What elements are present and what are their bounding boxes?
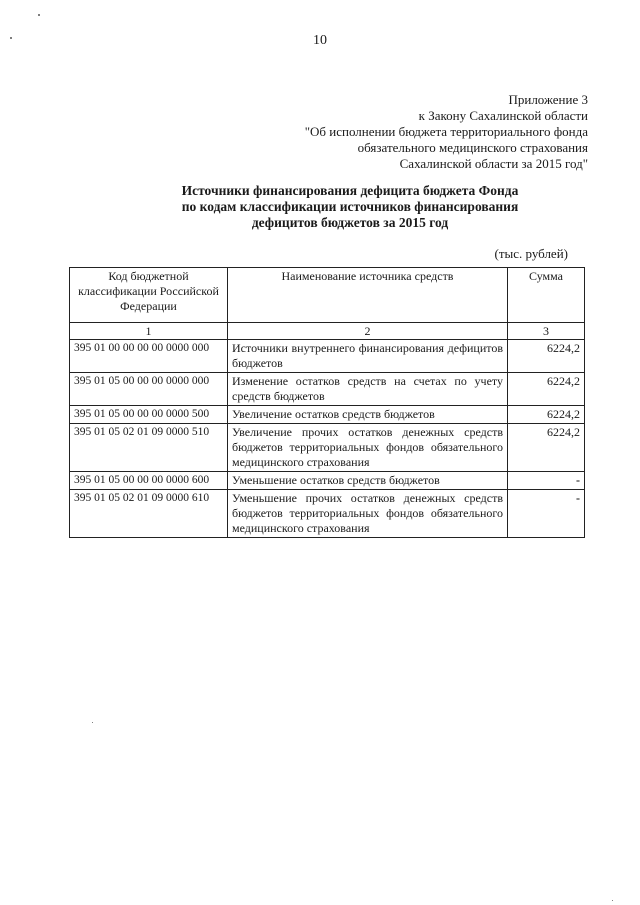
budget-sources-table <box>69 267 585 538</box>
row-sum: 6224,2 <box>508 424 585 472</box>
row-code: 395 01 05 02 01 09 0000 510 <box>70 424 228 472</box>
table-row <box>70 490 585 538</box>
table-row <box>70 340 585 373</box>
table-row <box>70 373 585 406</box>
page-number: 10 <box>313 33 327 48</box>
header-code: Код бюджетной классификации Российской Федерации <box>70 268 228 323</box>
table-row <box>70 472 585 490</box>
title-line: дефицитов бюджетов за 2015 год <box>251 215 449 230</box>
row-name: Уменьшение прочих остатков денежных средств бюджетов территориальных фондов обязательного медицинского страхования <box>228 490 508 538</box>
row-name: Изменение остатков средств на счетах по учету средств бюджетов <box>228 373 508 406</box>
header-name: Наименование источника средств <box>228 268 508 323</box>
row-code: 395 01 05 00 00 00 0000 600 <box>70 472 228 490</box>
row-name: Увеличение остатков средств бюджетов <box>228 406 508 424</box>
appendix-line: "Об исполнении бюджета территориального фонда <box>304 124 588 139</box>
document-title <box>60 183 640 231</box>
row-sum: 6224,2 <box>508 340 585 373</box>
row-sum: 6224,2 <box>508 373 585 406</box>
row-code: 395 01 00 00 00 00 0000 000 <box>70 340 228 373</box>
row-code: 395 01 05 00 00 00 0000 000 <box>70 373 228 406</box>
appendix-line: Приложение 3 <box>508 92 588 107</box>
column-number: 3 <box>508 323 585 340</box>
row-sum: - <box>508 490 585 538</box>
title-line: по кодам классификации источников финансирования <box>181 199 519 214</box>
table-header-row <box>70 268 585 323</box>
appendix-header <box>305 92 588 172</box>
row-sum: - <box>508 472 585 490</box>
row-name: Источники внутреннего финансирования дефицитов бюджетов <box>228 340 508 373</box>
header-sum: Сумма <box>508 268 585 323</box>
column-number: 1 <box>70 323 228 340</box>
row-name: Увеличение прочих остатков денежных средств бюджетов территориальных фондов обязательного медицинского страхования <box>228 424 508 472</box>
units-label: (тыс. рублей) <box>494 246 568 261</box>
column-number-row <box>70 323 585 340</box>
row-name: Уменьшение остатков средств бюджетов <box>228 472 508 490</box>
table-row <box>70 406 585 424</box>
title-line: Источники финансирования дефицита бюджета Фонда <box>181 183 519 198</box>
column-number: 2 <box>228 323 508 340</box>
appendix-line: к Закону Сахалинской области <box>418 108 588 123</box>
appendix-line: Сахалинской области за 2015 год" <box>399 156 588 171</box>
row-sum: 6224,2 <box>508 406 585 424</box>
table-row <box>70 424 585 472</box>
row-code: 395 01 05 00 00 00 0000 500 <box>70 406 228 424</box>
appendix-line: обязательного медицинского страхования <box>357 140 588 155</box>
scan-speck <box>38 14 40 16</box>
row-code: 395 01 05 02 01 09 0000 610 <box>70 490 228 538</box>
scan-speck <box>92 722 93 723</box>
scan-speck <box>612 900 613 901</box>
